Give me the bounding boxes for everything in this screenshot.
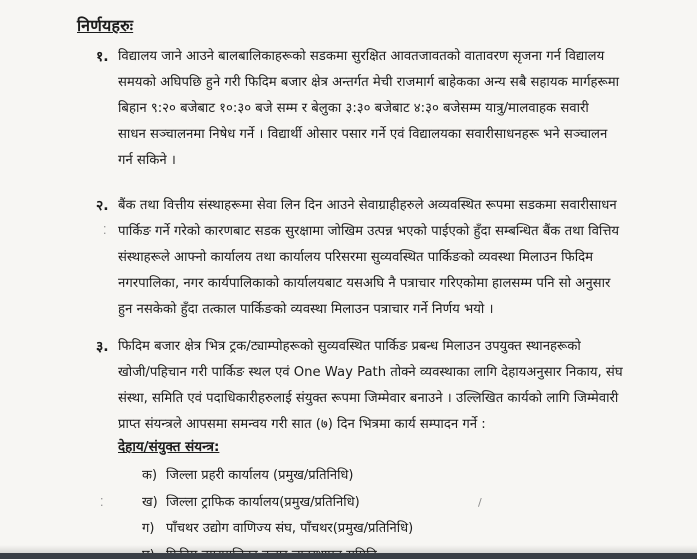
text-line: संस्था, समिति एवं पदाधिकारीहरुलाई संयुक्त रूपमा जिम्मेवार बनाउने । उल्लिखित कार्यको लागि जिम्मेवारी (118, 391, 619, 406)
entity-letter: क) (142, 468, 158, 483)
scan-shadow (0, 545, 697, 553)
text-line: बैंक तथा वित्तीय संस्थाहरूमा सेवा लिन दिन आउने सेवाग्राहीहरुले अव्यवस्थित रूपमा सडकमा सवारीसाधन (118, 198, 617, 213)
text-line: समयको अघिपछि हुने गरी फिदिम बजार क्षेत्र अन्तर्गत मेची राजमार्ग बाहेकका अन्य सबै सहायक मार्गहरूमा (118, 75, 620, 90)
scan-speck-mark: ⁚ (100, 496, 104, 509)
entity-item (142, 490, 413, 517)
text-line: साधन सञ्चालनमा निषेध गर्ने । विद्यार्थी ओसार पसार गर्ने एवं विद्यालयका सवारीसाधनहरू भने सञ्चालन (118, 127, 608, 142)
entity-text: पाँचथर उद्योग वाणिज्य संघ, पाँचथर(प्रमुख/प्रतिनिधि) (166, 521, 414, 536)
decision-number: २. (96, 198, 109, 214)
decision-text (118, 334, 678, 438)
text-line: खोजी/पहिचान गरी पार्किङ स्थल एवं One Way Path तोक्ने व्यवस्थाका लागि देहायअनुसार निकाय, संघ (118, 365, 623, 380)
entity-text: जिल्ला प्रहरी कार्यालय (प्रमुख/प्रतिनिधि) (166, 468, 354, 483)
text-line: फिदिम बजार क्षेत्र भित्र ट्रक/ट्याम्पोहरूको सुव्यवस्थित पार्किङ प्रबन्ध मिलाउन उपयुक्त स्थानहरूको (118, 339, 581, 354)
entity-item (142, 516, 413, 543)
text-line: विद्यालय जाने आउने बालबालिकाहरूको सडकमा सुरक्षित आवतजावतको वातावरण सृजना गर्न विद्यालय (118, 49, 605, 64)
entity-letter: ग) (142, 521, 155, 536)
text-line: संस्थाहरूले आफ्नो कार्यालय तथा कार्यालय परिसरमा सुव्यवस्थित पार्किङको व्यवस्था मिलाउन फिदिम (118, 250, 593, 265)
decision-number: १. (96, 49, 109, 65)
joint-mechanism-heading: देहाय/संयुक्त संयन्त्र: (118, 439, 220, 455)
text-line: प्राप्त संयन्त्रले आपसमा समन्वय गरी सात (७) दिन भित्रमा कार्य सम्पादन गर्ने : (118, 417, 486, 432)
entity-letter: ख) (142, 494, 158, 510)
scan-speck-mark: / (478, 496, 482, 509)
text-line: गर्न सकिने । (118, 153, 176, 168)
decision-text (118, 44, 678, 174)
decisions-heading: निर्णयहरुः (77, 16, 134, 35)
scanner-edge-band (0, 553, 697, 559)
text-line: हुन नसकेको हुँदा तत्काल पार्किङको व्यवस्था मिलाउन पत्राचार गर्ने निर्णय भयो । (118, 302, 494, 317)
entity-text: जिल्ला ट्राफिक कार्यालय(प्रमुख/प्रतिनिधि) (166, 494, 360, 510)
text-line: पार्किङ गर्ने गरेको कारणबाट सडक सुरक्षामा जोखिम उत्पन्न भएको पाईएको हुँदा सम्बन्धित बैंक तथा वित्तिय (118, 224, 620, 239)
scan-speck-mark: ⁚ (103, 224, 107, 237)
decision-number: ३. (96, 339, 109, 355)
entity-item (142, 463, 413, 490)
text-line: बिहान ९:२० बजेबाट १०:३० बजे सम्म र बेलुका ३:३० बजेबाट ४:३० बजेसम्म यात्रु/मालवाहक सवारी (118, 101, 589, 116)
decision-text (118, 193, 678, 323)
text-line: नगरपालिका, नगर कार्यपालिकाको कार्यालयबाट यसअघि नै पत्राचार गरिएकोमा हालसम्म पनि सो अनुसार (118, 276, 611, 291)
